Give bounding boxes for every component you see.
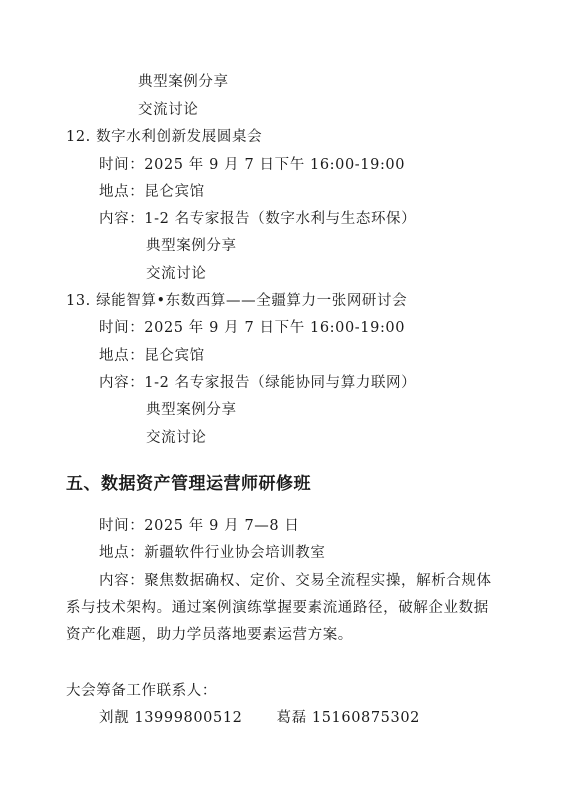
session13-item-discuss: 交流讨论 bbox=[146, 430, 207, 446]
section5-content-line1: 内容：聚焦数据确权、定价、交易全流程实操，解析合规体 bbox=[99, 573, 492, 589]
session13-place: 地点：昆仑宾馆 bbox=[99, 348, 205, 364]
session13-time: 时间：2025 年 9 月 7 日下午 16:00-19:00 bbox=[99, 320, 406, 336]
session12-item-discuss: 交流讨论 bbox=[146, 266, 207, 282]
section5-time: 时间：2025 年 9 月 7—8 日 bbox=[99, 518, 300, 534]
top-item-discuss: 交流讨论 bbox=[138, 102, 199, 118]
contact-person-2: 葛磊 15160875302 bbox=[276, 710, 420, 726]
section5-content-line2: 系与技术架构。通过案例演练掌握要素流通路径，破解企业数据 bbox=[66, 600, 489, 616]
session12-time: 时间：2025 年 9 月 7 日下午 16:00-19:00 bbox=[99, 157, 406, 173]
section5-place: 地点：新疆软件行业协会培训教室 bbox=[99, 545, 326, 561]
contact-person-1: 刘靓 13999800512 bbox=[99, 710, 243, 726]
top-item-case: 典型案例分享 bbox=[138, 74, 229, 90]
session13-title: 13. 绿能智算•东数西算——全疆算力一张网研讨会 bbox=[66, 293, 408, 309]
session13-item-case: 典型案例分享 bbox=[146, 402, 237, 418]
session12-place: 地点：昆仑宾馆 bbox=[99, 184, 205, 200]
section5-heading: 五、数据资产管理运营师研修班 bbox=[66, 474, 311, 494]
section5-content-line3: 资产化难题，助力学员落地要素运营方案。 bbox=[66, 627, 353, 643]
session12-item-case: 典型案例分享 bbox=[146, 238, 237, 254]
session12-content: 内容：1-2 名专家报告（数字水利与生态环保） bbox=[99, 211, 417, 227]
session13-content: 内容：1-2 名专家报告（绿能协同与算力联网） bbox=[99, 375, 417, 391]
contacts-label: 大会筹备工作联系人： bbox=[66, 683, 217, 699]
session12-title: 12. 数字水利创新发展圆桌会 bbox=[66, 129, 263, 145]
contacts-line bbox=[99, 708, 420, 728]
